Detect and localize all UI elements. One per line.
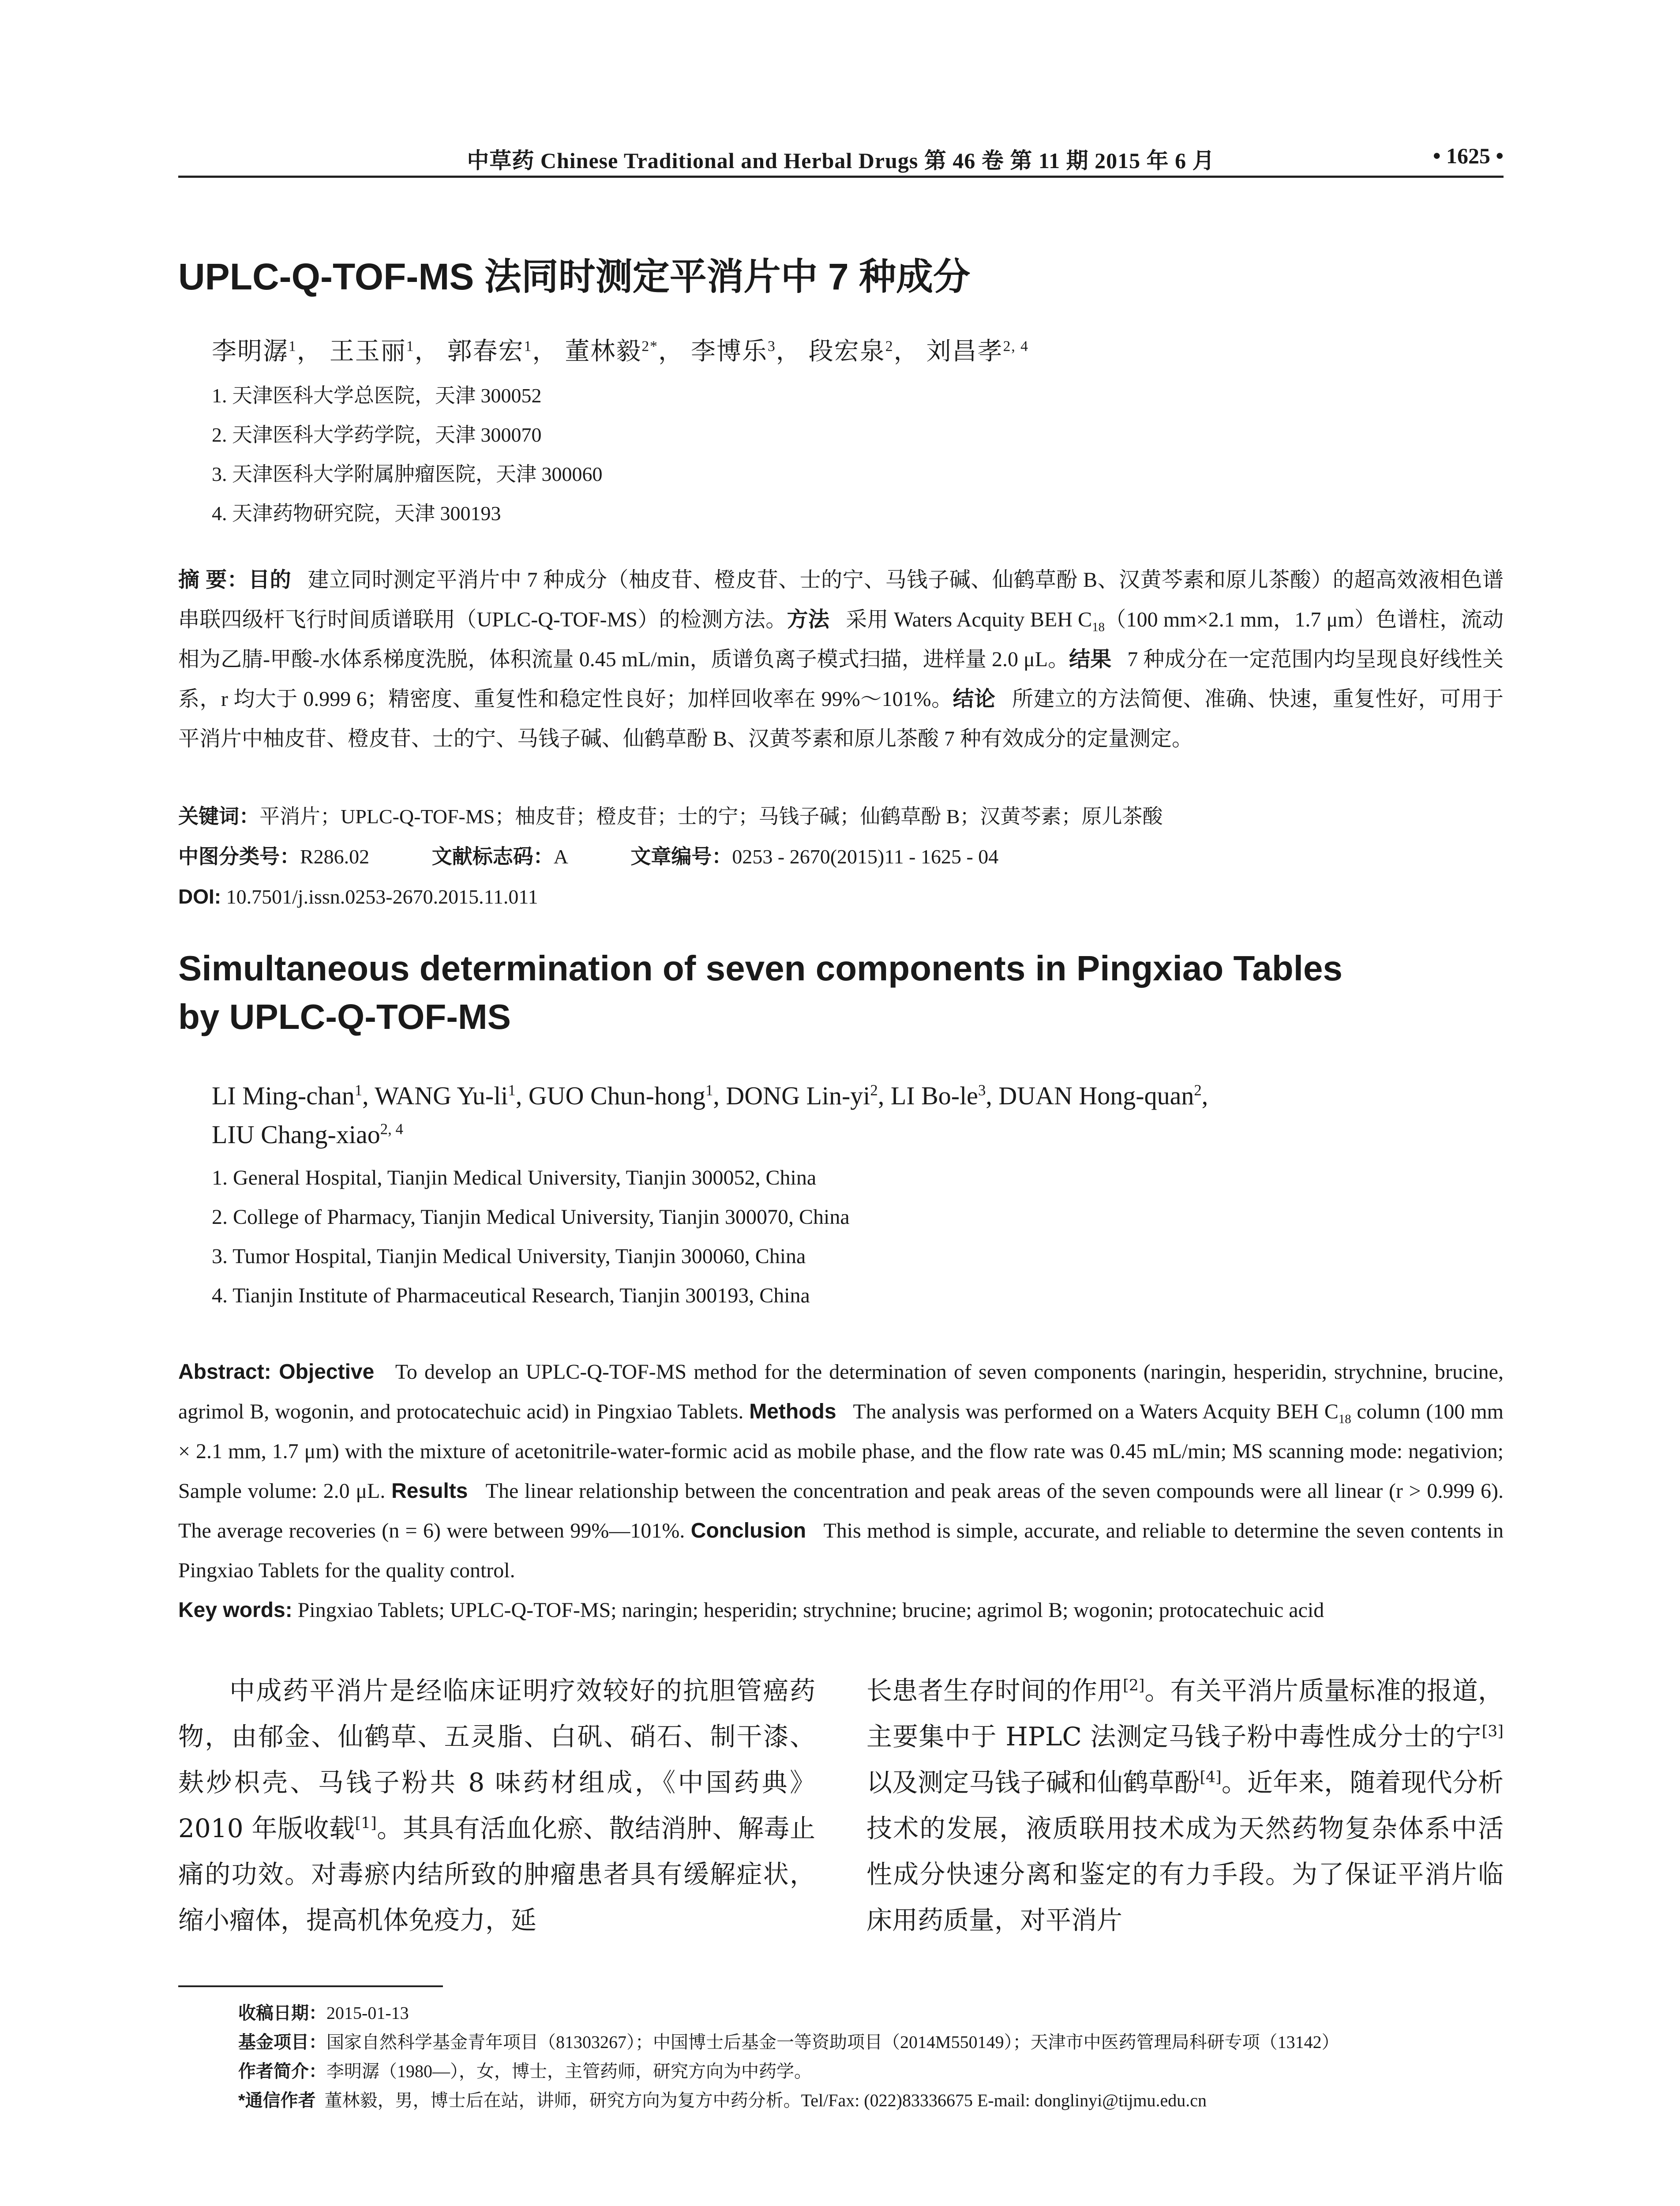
chinese-affiliations	[212, 376, 603, 533]
affiliation: 3. 天津医科大学附属肿瘤医院，天津 300060	[212, 463, 603, 485]
footnote-corresponding	[238, 2086, 1504, 2115]
journal-name: 中草药 Chinese Traditional and Herbal Drugs 第 46 卷 第 11 期 2015 年 6 月	[467, 148, 1215, 173]
doccode-value: A	[553, 845, 568, 868]
objective-text: 建立同时测定平消片中 7 种成分（柚皮苷、橙皮苷、士的宁、马钱子碱、仙鹤草酚 B、汉黄芩素和原儿茶酸）的超高效液相色谱串联四级杆飞行时间质谱联用（UPLC-Q-TOF-MS）的检测方法。	[178, 568, 1504, 631]
doi-row	[178, 877, 1504, 917]
citation-ref[interactable]: [1]	[355, 1814, 377, 1832]
author-affil-mark: 1	[354, 1081, 363, 1099]
methods-text-cont: column (100 mm × 2.1 mm, 1.7 μm) with the mixture of acetonitrile-water-formic acid as mobile phase, and the flow rate was 0.45 mL/min; MS scanning mode: negativion; Sample volume: 2.0 μL.	[178, 1400, 1504, 1503]
author-name: 刘昌孝	[926, 338, 1003, 365]
classification-row	[178, 837, 1504, 877]
conclusion-text: This method is simple, accurate, and reliable to determine the seven contents in Pingxiao Tablets for the quality control.	[178, 1519, 1504, 1582]
results-label: 结果	[1069, 648, 1112, 671]
english-title-line: by UPLC-Q-TOF-MS	[178, 997, 511, 1036]
author-name: LI Ming-chan	[212, 1081, 355, 1110]
author-affil-mark: 3	[978, 1081, 986, 1099]
footnote-divider	[178, 1985, 443, 1987]
affiliation: 2. College of Pharmacy, Tianjin Medical University, Tianjin 300070, China	[212, 1205, 850, 1229]
author-name: 董林毅	[565, 338, 642, 365]
footnotes	[238, 1999, 1504, 2115]
methods-subscript: 18	[1338, 1412, 1351, 1426]
affiliation: 4. 天津药物研究院，天津 300193	[212, 502, 501, 525]
abstract-label: 摘 要：	[178, 568, 249, 592]
footnote-fund	[238, 2028, 1504, 2057]
chinese-metadata	[178, 796, 1504, 917]
keywords-row	[178, 796, 1504, 837]
corresponding-label: *通信作者	[238, 2091, 316, 2110]
doccode-label: 文献标志码：	[431, 845, 554, 868]
conclusion-label: Conclusion	[690, 1519, 806, 1542]
author-name: DONG Lin-yi	[726, 1081, 870, 1110]
affiliation: 2. 天津医科大学药学院，天津 300070	[212, 424, 542, 446]
objective-text: To develop an UPLC-Q-TOF-MS method for the determination of seven components (naringin, hesperidin, strychnine, brucine, agrimol B, wogonin, and protocatechuic acid) in Pingxiao Tablets.	[178, 1360, 1504, 1423]
english-affiliations	[212, 1158, 850, 1315]
author-affil-mark: 1	[406, 338, 415, 355]
english-keywords	[178, 1591, 1504, 1630]
author-affil-mark: 3	[767, 338, 776, 355]
author-name: 郭春宏	[447, 338, 524, 365]
conclusion-text: 所建立的方法简便、准确、快速，重复性好，可用于平消片中柚皮苷、橙皮苷、士的宁、马钱子碱、仙鹤草酚 B、汉黄芩素和原儿茶酸 7 种有效成分的定量测定。	[178, 687, 1504, 750]
clc-label: 中图分类号：	[178, 845, 300, 868]
received-date: 2015-01-13	[326, 2003, 409, 2023]
methods-label: Methods	[749, 1400, 836, 1423]
author-affil-mark: 2	[885, 338, 894, 355]
author-name: 李明潺	[212, 338, 289, 365]
doi-link[interactable]: 10.7501/j.issn.0253-2670.2015.11.011	[226, 885, 538, 908]
body-text: 长患者生存时间的作用	[866, 1676, 1123, 1706]
citation-ref[interactable]: [2]	[1123, 1677, 1145, 1695]
english-abstract	[178, 1352, 1504, 1591]
chinese-authors: 李明潺$^1$， 王玉丽$^1$， 郭春宏$^1$， 董林毅$^{2*}$， 李博乐$^3$， 段宏泉$^2$， 刘昌孝$^{2, 4}$	[212, 338, 1029, 365]
bio-label: 作者简介：	[238, 2062, 326, 2081]
footnote-received	[238, 1999, 1504, 2028]
results-label: Results	[391, 1479, 468, 1503]
body-text: 。近年来，随着现代分析技术的发展，液质联用技术成为天然药物复杂体系中活性成分快速分离和鉴定的有力手段。为了保证平消片临床用药质量，对平消片	[866, 1767, 1504, 1935]
body-text: 以及测定马钱子碱和仙鹤草酚	[866, 1767, 1200, 1797]
author-name: LIU Chang-xiao	[212, 1120, 380, 1149]
author-name: LI Bo-le	[890, 1081, 978, 1110]
article-value: 0253 - 2670(2015)11 - 1625 - 04	[732, 845, 999, 868]
results-text: 7 种成分在一定范围内均呈现良好线性关系，r 均大于 0.999 6；精密度、重复性和稳定性良好；加样回收率在 99%～101%。	[178, 648, 1504, 711]
body-column-right	[866, 1668, 1504, 1943]
citation-ref[interactable]: [4]	[1200, 1768, 1222, 1786]
methods-text: 采用 Waters Acquity BEH C	[846, 608, 1092, 631]
objective-label: 目的	[248, 568, 292, 592]
methods-text-cont: （100 mm×2.1 mm，1.7 μm）色谱柱，流动相为乙腈-甲酸-水体系梯度洗脱，体积流量 0.45 mL/min，质谱负离子模式扫描，进样量 2.0 μL。	[178, 608, 1504, 671]
methods-text: The analysis was performed on a Waters Acquity BEH C	[853, 1400, 1339, 1423]
affiliation: 3. Tumor Hospital, Tianjin Medical University, Tianjin 300060, China	[212, 1245, 806, 1268]
body-column-left	[178, 1668, 815, 1943]
keywords-label: 关键词：	[178, 805, 259, 828]
english-authors: LI Ming-chan$^1$, WANG $Yu-li^1$, GUO Chun-hong$^1$, DONG Lin-$yi^2$, LI $Bo-le^3$, DUAN Hong-quan$^2$, LIU Chang-xiao$^{2, 4}$	[212, 1081, 1208, 1149]
doi-label: DOI:	[178, 885, 221, 908]
fund-label: 基金项目：	[238, 2033, 326, 2052]
author-name: DUAN Hong-quan	[998, 1081, 1194, 1110]
affiliation: 1. General Hospital, Tianjin Medical University, Tianjin 300052, China	[212, 1166, 817, 1189]
fund-text: 国家自然科学基金青年项目（81303267）；中国博士后基金一等资助项目（2014M550149）；天津市中医药管理局科研专项（13142）	[326, 2032, 1339, 2052]
clc-value: R286.02	[300, 845, 370, 868]
author-name: GUO Chun-hong	[528, 1081, 705, 1110]
author-name: 李博乐	[690, 338, 768, 365]
chinese-title: UPLC-Q-TOF-MS 法同时测定平消片中 7 种成分	[178, 256, 971, 297]
body-text: 。有关平消片质量标准的报道，主要集中于 HPLC 法测定马钱子粉中毒性成分士的宁	[866, 1676, 1504, 1752]
author-name: 段宏泉	[808, 338, 885, 365]
chinese-abstract	[178, 560, 1504, 759]
running-header	[178, 140, 1504, 178]
author-affil-mark: 1	[289, 338, 297, 355]
affiliation: 1. 天津医科大学总医院，天津 300052	[212, 384, 542, 407]
author-affil-mark: 2, 4	[380, 1120, 403, 1138]
corresponding-text: 董林毅，男，博士后在站，讲师，研究方向为复方中药分析。Tel/Fax: (022)83336675 E-mail: donglinyi@tijmu.edu.cn	[324, 2090, 1207, 2110]
body-text: 中成药平消片是经临床证明疗效较好的抗胆管癌药物，由郁金、仙鹤草、五灵脂、白矾、硝石、制干漆、麸炒枳壳、马钱子粉共 8 味药材组成，《中国药典》2010 年版收载	[178, 1676, 815, 1843]
bio-text: 李明潺（1980—），女，博士，主管药师，研究方向为中药学。	[326, 2061, 812, 2081]
methods-subscript: 18	[1092, 620, 1105, 634]
received-label: 收稿日期：	[238, 2003, 326, 2023]
abstract-label: Abstract: Objective	[178, 1360, 375, 1384]
affiliation: 4. Tianjin Institute of Pharmaceutical Research, Tianjin 300193, China	[212, 1284, 810, 1307]
english-title	[178, 944, 1504, 1041]
footnote-bio	[238, 2057, 1504, 2086]
results-text: The linear relationship between the concentration and peak areas of the seven compounds were all linear (r > 0.999 6). The average recoveries (n = 6) were between 99%—101%.	[178, 1479, 1504, 1542]
author-affil-mark: 2, 4	[1003, 338, 1029, 355]
author-affil-mark: 1	[524, 338, 532, 355]
author-affil-mark: 2*	[641, 338, 658, 355]
keywords-text: Pingxiao Tablets; UPLC-Q-TOF-MS; naringin; hesperidin; strychnine; brucine; agrimol B; wogonin; protocatechuic acid	[297, 1598, 1324, 1622]
english-title-line: Simultaneous determination of seven components in Pingxiao Tables	[178, 949, 1342, 988]
author-affil-mark: 2	[1194, 1081, 1202, 1099]
conclusion-label: 结论	[952, 687, 996, 711]
author-name: 王玉丽	[329, 338, 406, 365]
author-affil-mark: 1	[705, 1081, 713, 1099]
article-label: 文章编号：	[630, 845, 732, 868]
author-name: WANG Yu-li	[375, 1081, 508, 1110]
page-number: • 1625 •	[1432, 143, 1504, 168]
author-affil-mark: 2	[870, 1081, 878, 1099]
author-affil-mark: 1	[508, 1081, 516, 1099]
keywords-text: 平消片；UPLC-Q-TOF-MS；柚皮苷；橙皮苷；士的宁；马钱子碱；仙鹤草酚 B；汉黄芩素；原儿茶酸	[259, 805, 1163, 828]
citation-ref[interactable]: [3]	[1481, 1722, 1504, 1741]
methods-label: 方法	[787, 608, 830, 631]
body-text: 。其具有活血化瘀、散结消肿、解毒止痛的功效。对毒瘀内结所致的肿瘤患者具有缓解症状，缩小瘤体，提高机体免疫力，延	[178, 1813, 815, 1935]
keywords-label: Key words:	[178, 1598, 292, 1622]
